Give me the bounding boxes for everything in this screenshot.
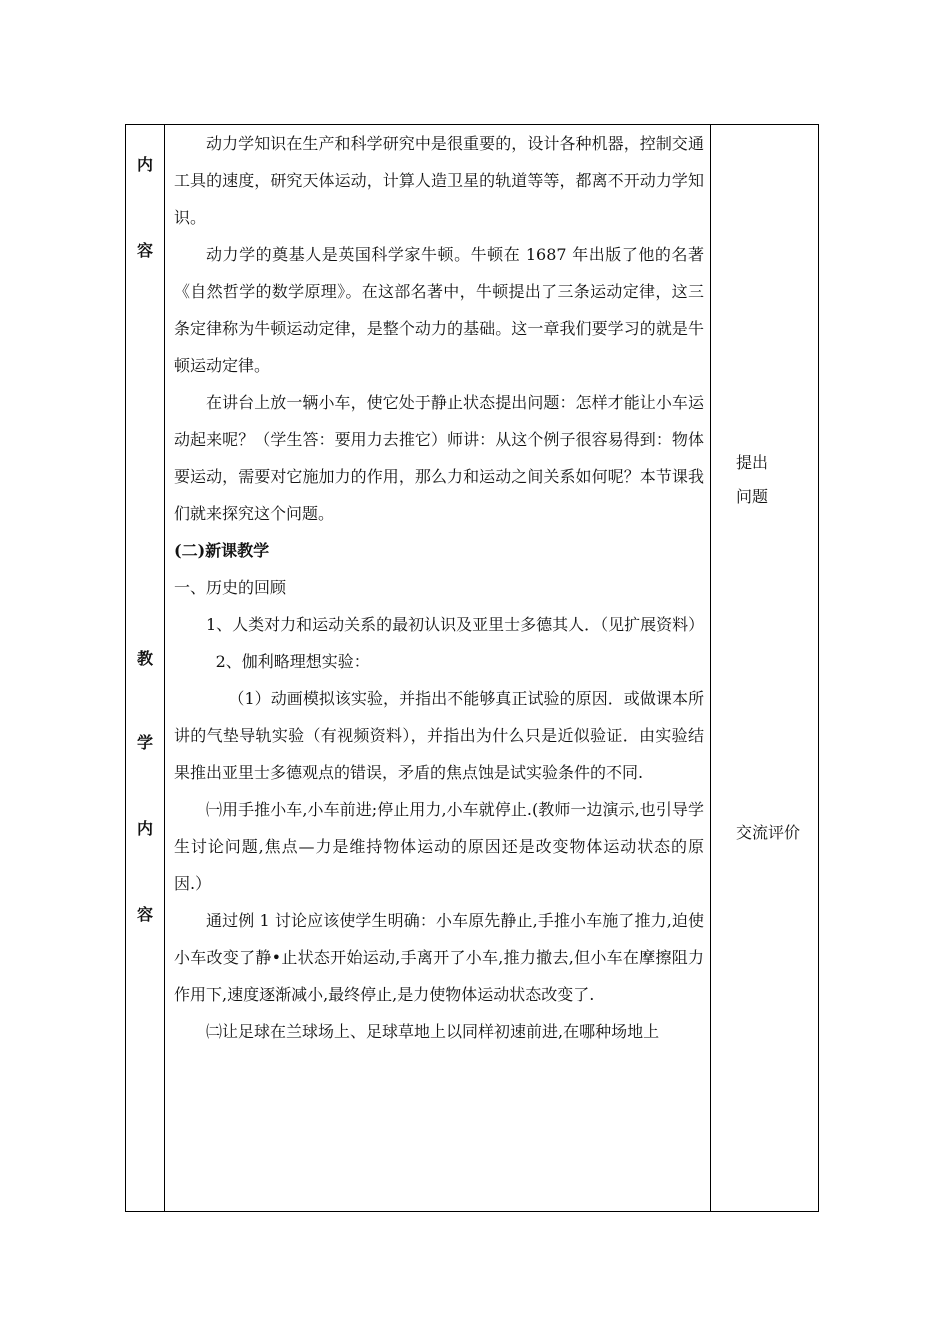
paragraph: ㈠用手推小车,小车前进;停止用力,小车就停止.(教师一边演示,也引导学生讨论问题,焦点—力是维持物体运动的原因还是改变物体运动状态的原因.） bbox=[174, 800, 704, 893]
section-heading: (二)新课教学 bbox=[174, 541, 270, 560]
lesson-content bbox=[174, 125, 704, 1050]
paragraph: 1、人类对力和运动关系的最初认识及亚里士多德其人．（见扩展资料） bbox=[206, 615, 705, 634]
note-line: 问题 bbox=[736, 487, 769, 506]
label-char: 容 bbox=[136, 241, 153, 260]
label-char: 内 bbox=[136, 155, 153, 174]
label-char: 内 bbox=[136, 819, 153, 838]
paragraph: 动力学的奠基人是英国科学家牛顿。牛顿在 1687 年出版了他的名著《自然哲学的数学原理》。在这部名著中，牛顿提出了三条运动定律，这三条定律称为牛顿运动定律，是整个动力的基础。这一章我们要学习的就是牛顿运动定律。 bbox=[174, 245, 704, 375]
label-char: 容 bbox=[136, 905, 153, 924]
lesson-table bbox=[125, 124, 819, 1212]
label-char: 教 bbox=[136, 649, 153, 668]
paragraph: （1）动画模拟该实验，并指出不能够真正试验的原因．或做课本所讲的气垫导轨实验（有视频资料），并指出为什么只是近似验证．由实验结果推出亚里士多德观点的错误，矛盾的焦点蚀是试实验条件的不同. bbox=[174, 689, 704, 782]
note-exchange-evaluate: 交流评价 bbox=[736, 823, 801, 842]
label-char: 学 bbox=[136, 733, 153, 752]
paragraph: 动力学知识在生产和科学研究中是很重要的，设计各种机器，控制交通工具的速度，研究天体运动，计算人造卫星的轨道等等，都离不开动力学知识。 bbox=[174, 134, 704, 227]
subheading: 一、历史的回顾 bbox=[174, 578, 287, 597]
paragraph: 在讲台上放一辆小车，使它处于静止状态提出问题：怎样才能让小车运动起来呢？（学生答：要用力去推它）师讲：从这个例子很容易得到：物体要运动，需要对它施加力的作用，那么力和运动之间关系如何呢？本节课我们就来探究这个问题。 bbox=[174, 393, 704, 523]
note-propose-question bbox=[736, 446, 768, 514]
note-line: 提出 bbox=[736, 453, 769, 472]
paragraph: 通过例 1 讨论应该使学生明确：小车原先静止,手推小车施了推力,迫使小车改变了静•止状态开始运动,手离开了小车,推力撤去,但小车在摩擦阻力作用下,速度逐渐减小,最终停止,是力使物体运动状态改变了. bbox=[174, 911, 704, 1004]
paragraph: ㈡让足球在兰球场上、足球草地上以同样初速前进,在哪种场地上 bbox=[206, 1022, 660, 1041]
column-divider-left bbox=[164, 125, 165, 1211]
paragraph: 2、伽利略理想实验： bbox=[215, 652, 370, 671]
column-divider-right bbox=[710, 125, 711, 1211]
